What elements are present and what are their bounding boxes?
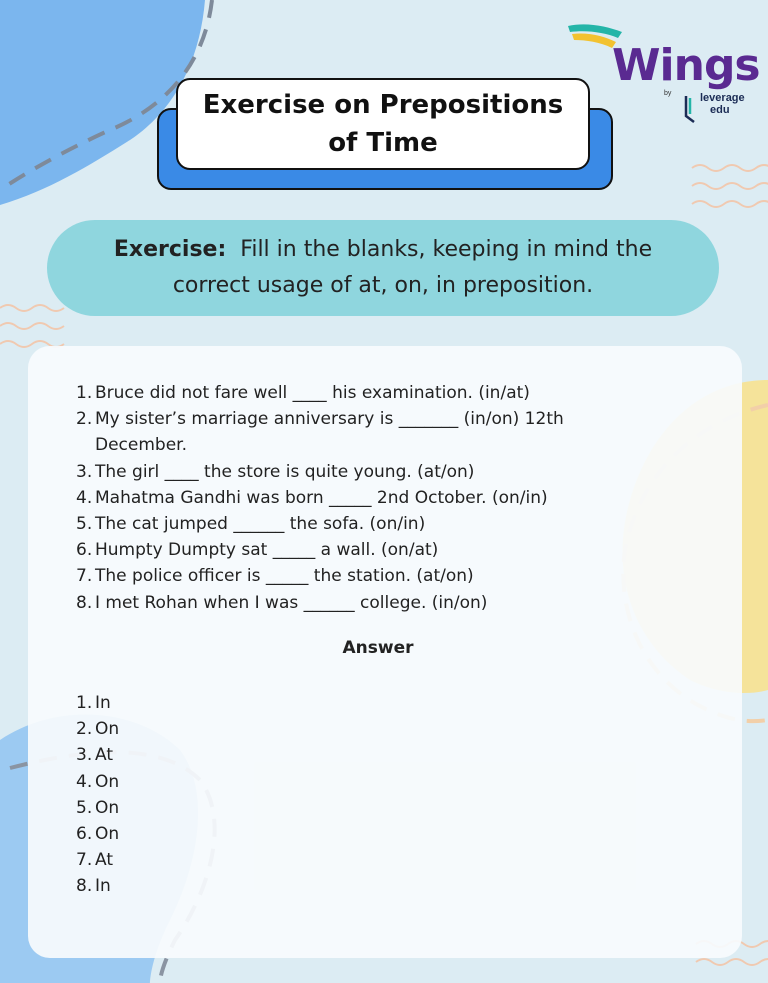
question-item: 7. The police officer is _____ the station. (at/on) xyxy=(76,566,474,587)
answer-item: 4. On xyxy=(76,771,120,792)
answer-list xyxy=(76,690,276,900)
exercise-instruction-text: Fill in the blanks, keeping in mind the correct usage of at, on, in preposition. xyxy=(172,237,653,298)
question-item: 8. I met Rohan when I was ______ college. (in/on) xyxy=(76,592,488,613)
leverage-text: leverage xyxy=(700,92,745,104)
question-item: 2. My sister’s marriage anniversary is _______ (in/on) 12th December. xyxy=(76,409,564,456)
question-item: 6. Humpty Dumpty sat _____ a wall. (on/at) xyxy=(76,540,439,561)
edu-text: edu xyxy=(710,104,730,116)
answer-item: 5. On xyxy=(76,797,120,818)
answer-item: 1. In xyxy=(76,693,111,713)
squiggles-right-top xyxy=(692,165,768,207)
content-card xyxy=(28,346,742,958)
question-item: 1. Bruce did not fare well ____ his examination. (in/at) xyxy=(76,383,530,403)
logo-wordmark: Wings xyxy=(612,40,760,91)
answer-item: 2. On xyxy=(76,719,120,740)
question-item: 3. The girl ____ the store is quite young. (at/on) xyxy=(76,461,475,482)
leverage-edu-logo xyxy=(684,92,754,124)
question-item: 5. The cat jumped ______ the sofa. (on/in) xyxy=(76,514,426,535)
title-badge xyxy=(176,78,590,170)
answer-item: 7. At xyxy=(76,850,113,871)
page-title: Exercise on Prepositions of Time xyxy=(202,90,564,158)
exercise-label: Exercise: xyxy=(113,237,227,262)
squiggles-left-mid xyxy=(0,305,64,347)
answer-heading: Answer xyxy=(342,638,414,658)
exercise-instruction-banner xyxy=(47,220,719,316)
exercise-instruction xyxy=(83,232,683,304)
logo-by-text: by xyxy=(664,90,672,97)
answer-item: 3. At xyxy=(76,745,113,766)
answer-item: 6. On xyxy=(76,824,120,845)
leverage-check-icon xyxy=(684,94,700,124)
question-list xyxy=(76,380,636,616)
answer-item: 8. In xyxy=(76,876,111,897)
question-item: 4. Mahatma Gandhi was born _____ 2nd October. (on/in) xyxy=(76,487,548,508)
